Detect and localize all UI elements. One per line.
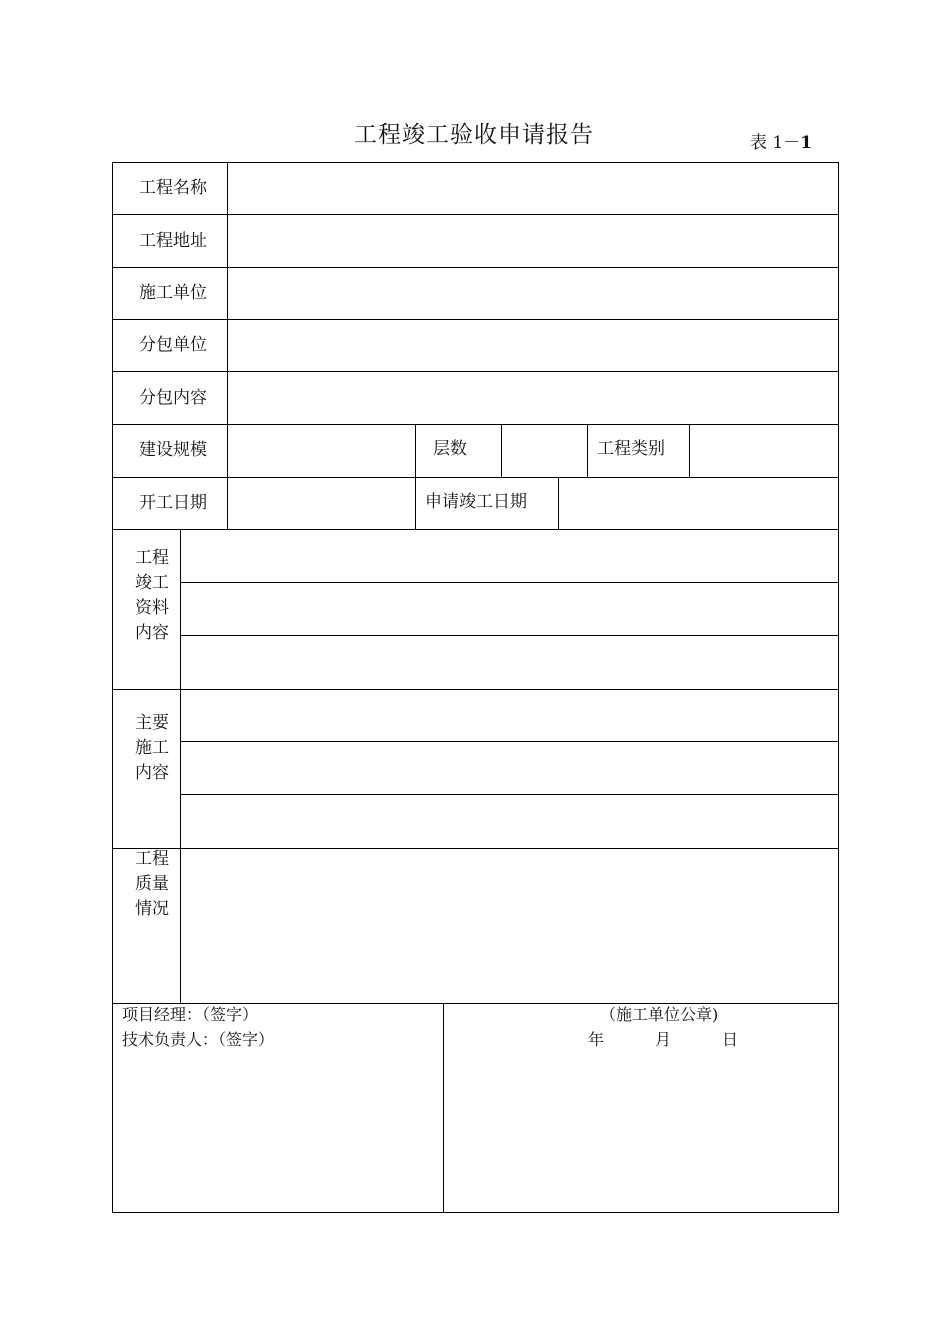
start-date-label: 开工日期 xyxy=(139,493,207,513)
form-number-bold: 1 xyxy=(800,133,813,153)
project-name-field[interactable] xyxy=(229,164,837,213)
completion-request-date-field[interactable] xyxy=(560,479,837,528)
row-divider xyxy=(112,689,839,690)
completion-docs-label xyxy=(135,546,175,646)
scale-label: 建设规模 xyxy=(139,440,207,460)
date-month-label: 月 xyxy=(655,1030,672,1049)
row-divider xyxy=(112,848,839,849)
label-line: 内容 xyxy=(135,763,169,783)
label-line: 主要 xyxy=(135,713,169,733)
label-line: 竣工 xyxy=(135,573,169,593)
column-divider xyxy=(415,424,416,529)
page-title: 工程竣工验收申请报告 xyxy=(354,122,594,148)
start-date-field[interactable] xyxy=(229,479,414,528)
category-label: 工程类别 xyxy=(597,439,665,459)
row-divider xyxy=(112,214,839,215)
table-border-right xyxy=(838,162,839,1212)
subcontractor-label: 分包单位 xyxy=(139,335,207,355)
project-manager-signature: 项目经理：（签字） xyxy=(122,1005,259,1024)
label-line: 情况 xyxy=(135,899,169,919)
column-divider xyxy=(587,424,588,477)
contractor-label: 施工单位 xyxy=(139,283,207,303)
quality-label xyxy=(135,847,175,922)
form-number-prefix: 表 1－ xyxy=(750,133,801,153)
label-column-divider-narrow xyxy=(180,529,181,1003)
signature-divider xyxy=(443,1003,444,1212)
table-border-top xyxy=(112,162,839,163)
subcontractor-field[interactable] xyxy=(229,321,837,370)
label-column-divider xyxy=(227,162,228,529)
table-border-bottom xyxy=(112,1212,839,1213)
label-line: 工程 xyxy=(135,548,169,568)
floors-field[interactable] xyxy=(503,426,586,476)
label-line: 资料 xyxy=(135,598,169,618)
completion-request-date-label: 申请竣工日期 xyxy=(425,492,527,512)
label-line: 施工 xyxy=(135,738,169,758)
column-divider xyxy=(501,424,502,477)
column-divider xyxy=(558,477,559,529)
project-name-label: 工程名称 xyxy=(139,178,207,198)
floors-label: 层数 xyxy=(433,439,467,459)
row-divider xyxy=(112,529,839,530)
main-work-label xyxy=(135,711,175,786)
main-work-field[interactable] xyxy=(182,691,837,847)
table-border-left xyxy=(112,162,113,1212)
scale-field[interactable] xyxy=(229,426,414,476)
label-line: 质量 xyxy=(135,874,169,894)
label-line: 内容 xyxy=(135,623,169,643)
row-divider xyxy=(112,319,839,320)
row-divider xyxy=(112,267,839,268)
row-divider xyxy=(112,1003,839,1004)
row-divider xyxy=(112,371,839,372)
subcontract-content-field[interactable] xyxy=(229,373,837,423)
company-seal-label: （施工单位公章) xyxy=(600,1005,719,1024)
project-address-label: 工程地址 xyxy=(139,231,207,251)
date-year-label: 年 xyxy=(588,1030,605,1049)
column-divider xyxy=(689,424,690,477)
completion-docs-field[interactable] xyxy=(182,531,837,688)
row-divider xyxy=(112,477,839,478)
subcontract-content-label: 分包内容 xyxy=(139,388,207,408)
category-field[interactable] xyxy=(691,426,837,476)
contractor-field[interactable] xyxy=(229,269,837,318)
label-line: 工程 xyxy=(135,849,169,869)
quality-field[interactable] xyxy=(182,850,837,1002)
project-address-field[interactable] xyxy=(229,216,837,266)
row-divider xyxy=(112,424,839,425)
date-day-label: 日 xyxy=(722,1030,739,1049)
technical-lead-signature: 技术负责人：（签字） xyxy=(122,1030,275,1049)
